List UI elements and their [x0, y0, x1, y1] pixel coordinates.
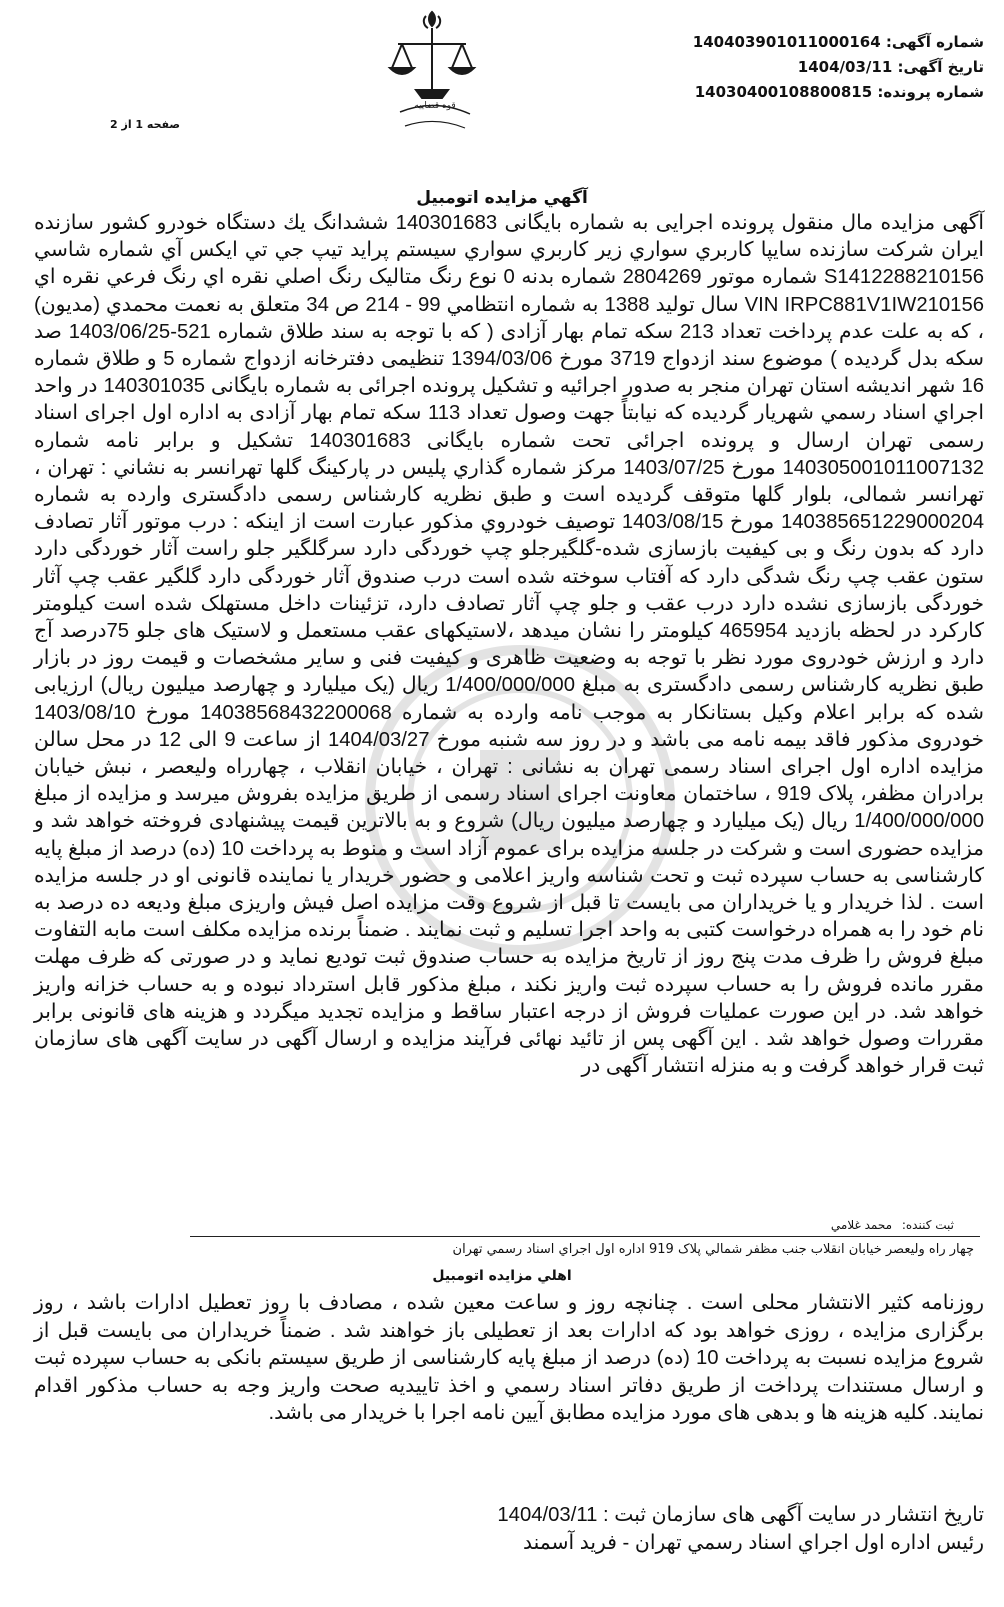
publish-date-line: [497, 1502, 984, 1527]
case-number-label: شماره پرونده:: [877, 83, 984, 101]
notice-number-label: شماره آگهی:: [885, 33, 984, 51]
judiciary-emblem: [380, 2, 490, 142]
page-number: صفحه 1 از 2: [110, 118, 181, 131]
registrar-name: محمد غلامي: [830, 1218, 893, 1232]
publish-date: 1404/03/11: [497, 1504, 598, 1526]
notice-body: آگهی مزایده مال منقول پرونده اجرایی به شماره بایگانی 140301683 ششدانگ يك دستگاه خودرو کشور سازنده ايران شرکت سازنده سايپا کاربري سواري زير کاربري سواري سيستم پرايد تيپ جي تي ايکس آي شماره شاسي S1412288210156 شماره موتور 2804269 شماره بدنه 0 نوع رنگ متاليک رنگ اصلي نقره اي رنگ فرعي نقره اي VIN IRPC881V1IW210156 سال توليد 1388 به شماره انتظامي 99 - 214 ص 34 متعلق به نعمت محمدي (مديون) ، که به علت عدم پرداخت تعداد 213 سکه تمام بهار آزادی ( كه با توجه به سند طلاق شماره 521-1403/06/25 صد سكه بدل گرديده ) موضوع سند ازدواج 3719 مورخ 1394/03/06 تنظیمی دفترخانه ازدواج شماره 5 و طلاق شماره 16 شهر اندیشه استان تهران منجر به صدور اجرائیه و تشکیل پرونده اجرائی به شماره بایگانی 140301035 در واحد اجراي اسناد رسمي شهريار گرديده كه نيابتاً جهت وصول تعداد 113 سكه تمام بهار آزادی به اداره اول اجرای اسناد رسمی تهران ارسال و پرونده اجرائی تحت شماره بایگانی 140301683 تشکیل و برابر نامه شماره 140305001011007132 مورخ 1403/07/25 مرکز شماره گذاري پليس در پارکينگ گلها تهرانسر به نشاني : تهران ، تهرانسر شمالی، بلوار گلها متوقف گرديده است و طبق نظریه کارشناس رسمی دادگستری وارده به شماره 140385651229000204 مورخ 1403/08/15 توصیف خودروي مذکور عبارت است از اینکه : درب موتور آثار تصادف دارد که بدون رنگ و بی کیفیت بازسازی شده-گلگیرجلو چپ خوردگی دارد سرگلگیر جلو راست آثار خوردگی دارد ستون عقب چپ رنگ شدگی دارد که آفتاب سوخته شده است درب صندوق آثار خوردگی دارد گلگیر عقب چپ آثار خوردگی بازسازی نشده دارد درب عقب و جلو چپ آثار تصادف دارد، تزئینات داخل مستهلک شده است کیلومتر کارکرد در لحظه بازدید 465954 کیلومتر را نشان میدهد ،لاستیکهای عقب مستعمل و لاستیک های جلو 75درصد آج دارد و ارزش خودروی مورد نظر با توجه به وضعیت ظاهری و کیفیت فنی و سایر مشخصات و قیمت روز در بازار طبق نظریه کارشناس رسمی دادگستری به مبلغ 1/400/000/000 ریال (یک میلیارد و چهارصد میلیون ریال) ارزیابی شده که برابر اعلام وکیل بستانکار به موجب نامه وارده به شماره 14038568432200068 مورخ 1403/08/10 خودروی مذکور فاقد بیمه نامه می باشد و در روز سه شنبه مورخ 1404/03/27 از ساعت 9 الی 12 در محل سالن مزایده اداره اول اجرای اسناد رسمی تهران به نشانی : تهران ، خیابان انقلاب ، چهارراه ولیعصر ، نبش خیابان برادران مظفر، پلاک 919 ، ساختمان معاونت اجرای اسناد رسمی از طریق مزایده بفروش میرسد و مزایده از مبلغ 1/400/000/000 ریال (یک میلیارد و چهارصد میلیون ریال) شروع و به بالاترین قیمت پیشنهادی فروخته خواهد شد و مزایده حضوری است و شرکت در جلسه مزایده برای عموم آزاد است و منوط به پرداخت 10 (ده) درصد از مبلغ پایه کارشناسی به حساب سپرده ثبت و تحت شناسه واریز اعلامی و حضور خریدار یا نماینده قانونی او در جلسه مزایده است . لذا خریدار و یا خریداران می بایست تا قبل از شروع وقت مزایده اصل فیش واریزی مبلغ ودیعه ده درصد به نام خود را به همراه درخواست کتبی به واحد اجرا تسلیم و ثبت نمایند . ضمناً برنده مزایده مکلف است مابه التفاوت مبلغ فروش را ظرف مدت پنج روز از تاریخ مزایده به حساب صندوق ثبت تودیع نماید و در صورتی که ظرف مهلت مقرر مانده فروش را به حساب سپرده ثبت واریز نکند ، مبلغ مذکور قابل استرداد نبوده و به حساب خزانه واریز خواهد شد. در این صورت عملیات فروش از درجه اعتبار ساقط و مزایده تجدید میگردد و هزینه های قانونی برابر مقررات وصول خواهد شد . این آگهی پس از تائید نهائی فرآیند مزایده و ارسال آگهی در سایت آگهی های سازمان ثبت قرار خواهد گرفت و به منزله انتشار آگهی در: [34, 212, 985, 1078]
office-address: چهار راه وليعصر خيابان انقلاب جنب مظفر شمالي پلاک 919 اداره اول اجراي اسناد رسمي تهران: [452, 1242, 974, 1257]
notice-date-row: [664, 55, 984, 80]
notice-number-value: 140403901011000164: [692, 33, 881, 51]
notice-title: آگهي مزايده اتومبيل: [416, 188, 588, 208]
notice-meta: [664, 30, 984, 105]
registrar-label: ثبت کننده:: [901, 1218, 954, 1232]
divider: [190, 1236, 980, 1237]
notice-date-label: تاریخ آگهی:: [897, 58, 984, 76]
case-number-row: [664, 80, 984, 105]
notice-number-row: [664, 30, 984, 55]
notice-date-value: 1404/03/11: [797, 58, 893, 76]
second-section-title: اهلي مزايده اتومبيل: [432, 1268, 572, 1284]
second-section-body: روزنامه کثیر الانتشار محلی است . چنانچه روز و ساعت معین شده ، مصادف با روز تعطیل ادارات باشد ، روز برگزاری مزایده ، روزی خواهد بود که ادارات بعد از تعطیلی باز خواهند شد . ضمناً خریداران می بایست قبل از شروع مزایده نسبت به پرداخت 10 (ده) درصد از مبلغ پایه کارشناسی از طریق سیستم بانکی به حساب سپرده ثبت و ارسال مستندات پرداخت از طریق دفاتر اسناد رسمي و اخذ تاييديه صحت واريز وجه به حساب مذكور اقدام نمايند. کلیه هزینه ها و بدهی های مورد مزایده مطابق آیین نامه اجرا با خریدار می باشد.: [34, 1292, 984, 1424]
svg-text:قوه قضاییه: قوه قضاییه: [414, 101, 456, 111]
signature: رئيس اداره اول اجراي اسناد رسمي تهران - فريد آسمند: [522, 1532, 984, 1554]
case-number-value: 14030400108800815: [694, 83, 873, 101]
registrar: [831, 1218, 954, 1232]
publish-label: تاریخ انتشار در سایت آگهی های سازمان ثبت :: [603, 1504, 984, 1526]
scales-of-justice-icon: [380, 2, 490, 142]
